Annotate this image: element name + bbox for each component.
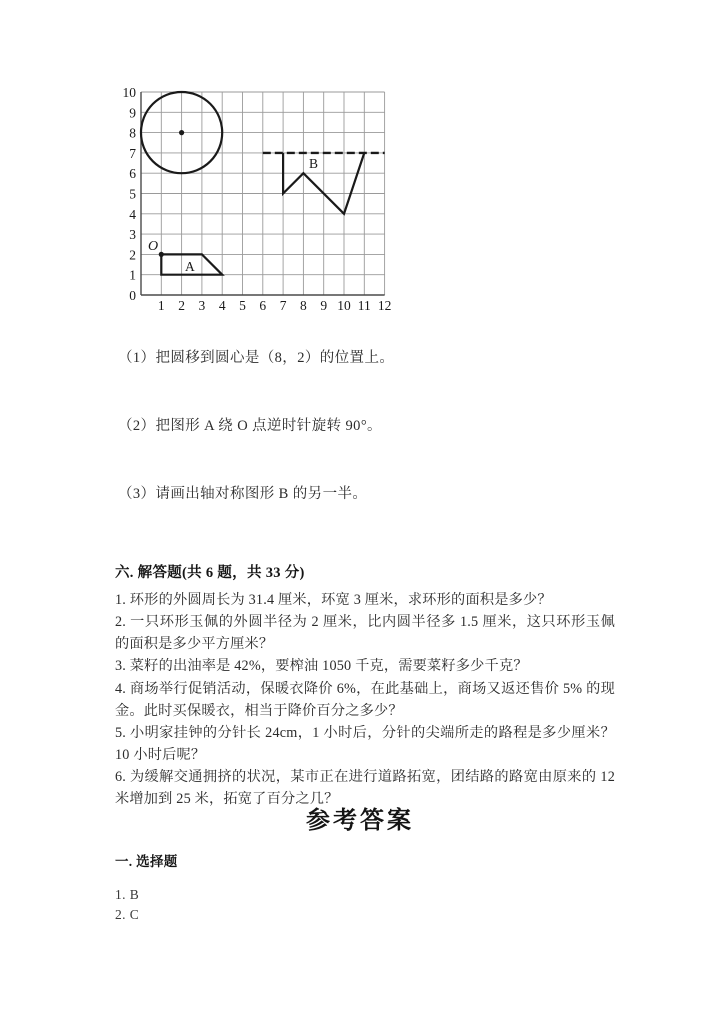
problem-3: 3. 菜籽的出油率是 42%，要榨油 1050 千克，需要菜籽多少千克？: [115, 658, 528, 675]
svg-text:2: 2: [178, 298, 185, 312]
sub-question-2: （2）把图形 A 绕 O 点逆时针旋转 90°。: [118, 417, 382, 434]
svg-text:12: 12: [377, 298, 392, 312]
svg-text:10: 10: [337, 298, 351, 312]
svg-text:1: 1: [157, 298, 165, 312]
grid-lines: [141, 92, 385, 295]
svg-text:7: 7: [279, 298, 287, 312]
answers-section-heading: 一. 选择题: [115, 854, 178, 869]
svg-text:9: 9: [320, 298, 328, 312]
problem-4: 4. 商场举行促销活动，保暖衣降价 6%，在此基础上，商场又返还售价 5% 的现金。此时买保暖衣，相当于降价百分之多少？: [115, 680, 615, 719]
svg-text:5: 5: [239, 298, 246, 312]
origin-label: O: [148, 239, 159, 254]
svg-text:4: 4: [129, 206, 136, 222]
origin-point-dot: [159, 252, 164, 257]
svg-text:2: 2: [129, 247, 136, 263]
sub-question-list: [118, 348, 618, 505]
svg-text:7: 7: [129, 145, 136, 161]
svg-text:8: 8: [300, 298, 307, 312]
svg-text:0: 0: [129, 288, 136, 303]
svg-text:3: 3: [198, 298, 206, 312]
circle-center-dot: [179, 130, 184, 135]
shape-a-label: A: [185, 259, 195, 274]
problem-1: 1. 环形的外圆周长为 31.4 厘米，环宽 3 厘米，求环形的面积是多少？: [115, 592, 552, 608]
svg-text:6: 6: [259, 298, 267, 312]
y-axis-ticks: [123, 85, 137, 303]
sub-question-3: （3）请画出轴对称图形 B 的另一半。: [118, 485, 368, 502]
grid-svg: [108, 82, 408, 312]
answer-item: 1. B: [115, 887, 140, 902]
problem-list: [115, 589, 615, 811]
svg-text:5: 5: [129, 186, 136, 202]
answer-item: 2. C: [115, 906, 140, 922]
problem-6: 6. 为缓解交通拥挤的状况，某市正在进行道路拓宽，团结路的路宽由原来的 12 米增加到 25 米，拓宽了百分之几？: [115, 769, 615, 808]
answers-title: 参考答案: [306, 808, 414, 834]
shape-b-label: B: [309, 156, 319, 171]
svg-text:11: 11: [357, 298, 371, 312]
answers-list: [115, 885, 515, 924]
svg-text:6: 6: [129, 166, 136, 182]
svg-text:4: 4: [218, 298, 226, 312]
sub-question-1: （1）把圆移到圆心是（8，2）的位置上。: [118, 350, 395, 366]
svg-text:9: 9: [129, 105, 136, 121]
section-heading: 六. 解答题(共 6 题，共 33 分): [115, 565, 305, 581]
x-axis-ticks: [158, 298, 391, 312]
svg-text:3: 3: [129, 227, 136, 243]
svg-text:8: 8: [129, 125, 136, 141]
svg-text:1: 1: [129, 267, 136, 283]
problem-5: 5. 小明家挂钟的分针长 24cm，1 小时后，分针的尖端所走的路程是多少厘米？10 小时后呢？: [115, 724, 615, 764]
problem-2: 2. 一只环形玉佩的外圆半径为 2 厘米，比内圆半径多 1.5 厘米，这只环形玉佩的面积是多少平方厘米？: [115, 614, 615, 653]
svg-text:10: 10: [122, 85, 136, 100]
coordinate-grid-figure: [108, 82, 408, 312]
